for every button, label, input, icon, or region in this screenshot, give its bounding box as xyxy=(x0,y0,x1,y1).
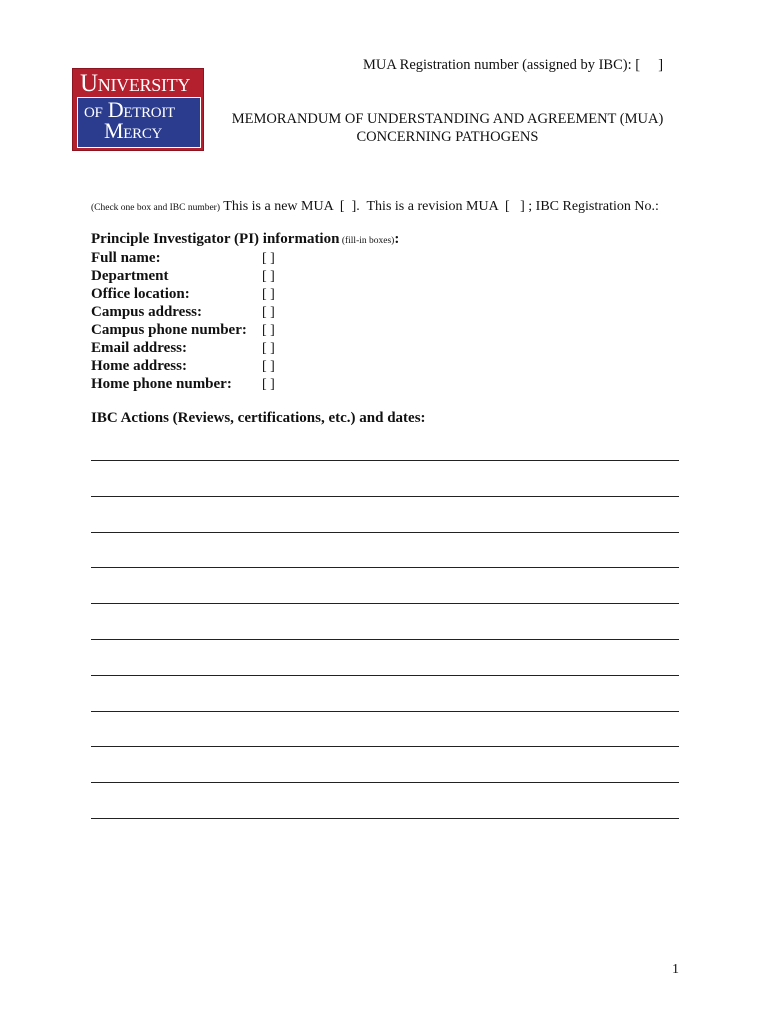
ibc-action-blank-line[interactable] xyxy=(91,782,679,783)
pi-field-label: Email address: xyxy=(91,340,187,356)
pi-heading-text: Principle Investigator (PI) information xyxy=(91,231,340,247)
pi-heading-colon: : xyxy=(394,231,400,247)
logo-blue-panel xyxy=(77,97,201,148)
ibc-action-blank-line[interactable] xyxy=(91,675,679,676)
title-line-1: MEMORANDUM OF UNDERSTANDING AND AGREEMENT (MUA) xyxy=(231,111,664,127)
pi-field-input-box[interactable]: [ ] xyxy=(262,251,275,266)
pi-information-heading xyxy=(91,231,399,248)
pi-field-input-box[interactable]: [ ] xyxy=(262,323,275,338)
logo-text-university: University xyxy=(80,70,191,97)
title-line-2: CONCERNING PATHOGENS xyxy=(356,129,539,145)
ibc-action-blank-line[interactable] xyxy=(91,532,679,533)
ibc-action-blank-line[interactable] xyxy=(91,567,679,568)
pi-field-label: Home phone number: xyxy=(91,376,232,392)
ibc-action-blank-line[interactable] xyxy=(91,460,679,461)
pi-field-label: Department xyxy=(91,268,169,284)
mua-type-text: This is a new MUA [ ]. This is a revision MUA [ ] ; IBC Registration No.: xyxy=(220,199,659,214)
mua-type-row xyxy=(91,199,659,215)
ibc-action-blank-line[interactable] xyxy=(91,711,679,712)
pi-field-label: Full name: xyxy=(91,250,161,266)
mua-type-note: (Check one box and IBC number) xyxy=(91,203,221,213)
pi-field-input-box[interactable]: [ ] xyxy=(262,269,275,284)
pi-heading-note: (fill-in boxes) xyxy=(339,236,395,246)
page-number: 1 xyxy=(672,962,679,977)
registration-number-line: MUA Registration number (assigned by IBC): [ ] xyxy=(363,57,664,73)
ibc-actions-heading: IBC Actions (Reviews, certifications, etc.) and dates: xyxy=(91,410,426,426)
pi-field-input-box[interactable]: [ ] xyxy=(262,377,275,392)
pi-field-input-box[interactable]: [ ] xyxy=(262,359,275,374)
pi-field-label: Campus phone number: xyxy=(91,322,247,338)
document-title xyxy=(220,110,675,146)
pi-field-input-box[interactable]: [ ] xyxy=(262,305,275,320)
ibc-action-blank-line[interactable] xyxy=(91,746,679,747)
pi-field-input-box[interactable]: [ ] xyxy=(262,287,275,302)
university-logo xyxy=(72,68,204,151)
pi-field-label: Home address: xyxy=(91,358,187,374)
ibc-action-blank-line[interactable] xyxy=(91,639,679,640)
logo-text-of-detroit: of Detroit xyxy=(84,97,175,122)
ibc-action-blank-line[interactable] xyxy=(91,818,679,819)
pi-field-input-box[interactable]: [ ] xyxy=(262,341,275,356)
pi-field-label: Campus address: xyxy=(91,304,202,320)
ibc-action-blank-line[interactable] xyxy=(91,496,679,497)
pi-field-label: Office location: xyxy=(91,286,190,302)
ibc-action-blank-line[interactable] xyxy=(91,603,679,604)
logo-text-mercy: Mercy xyxy=(104,118,163,143)
